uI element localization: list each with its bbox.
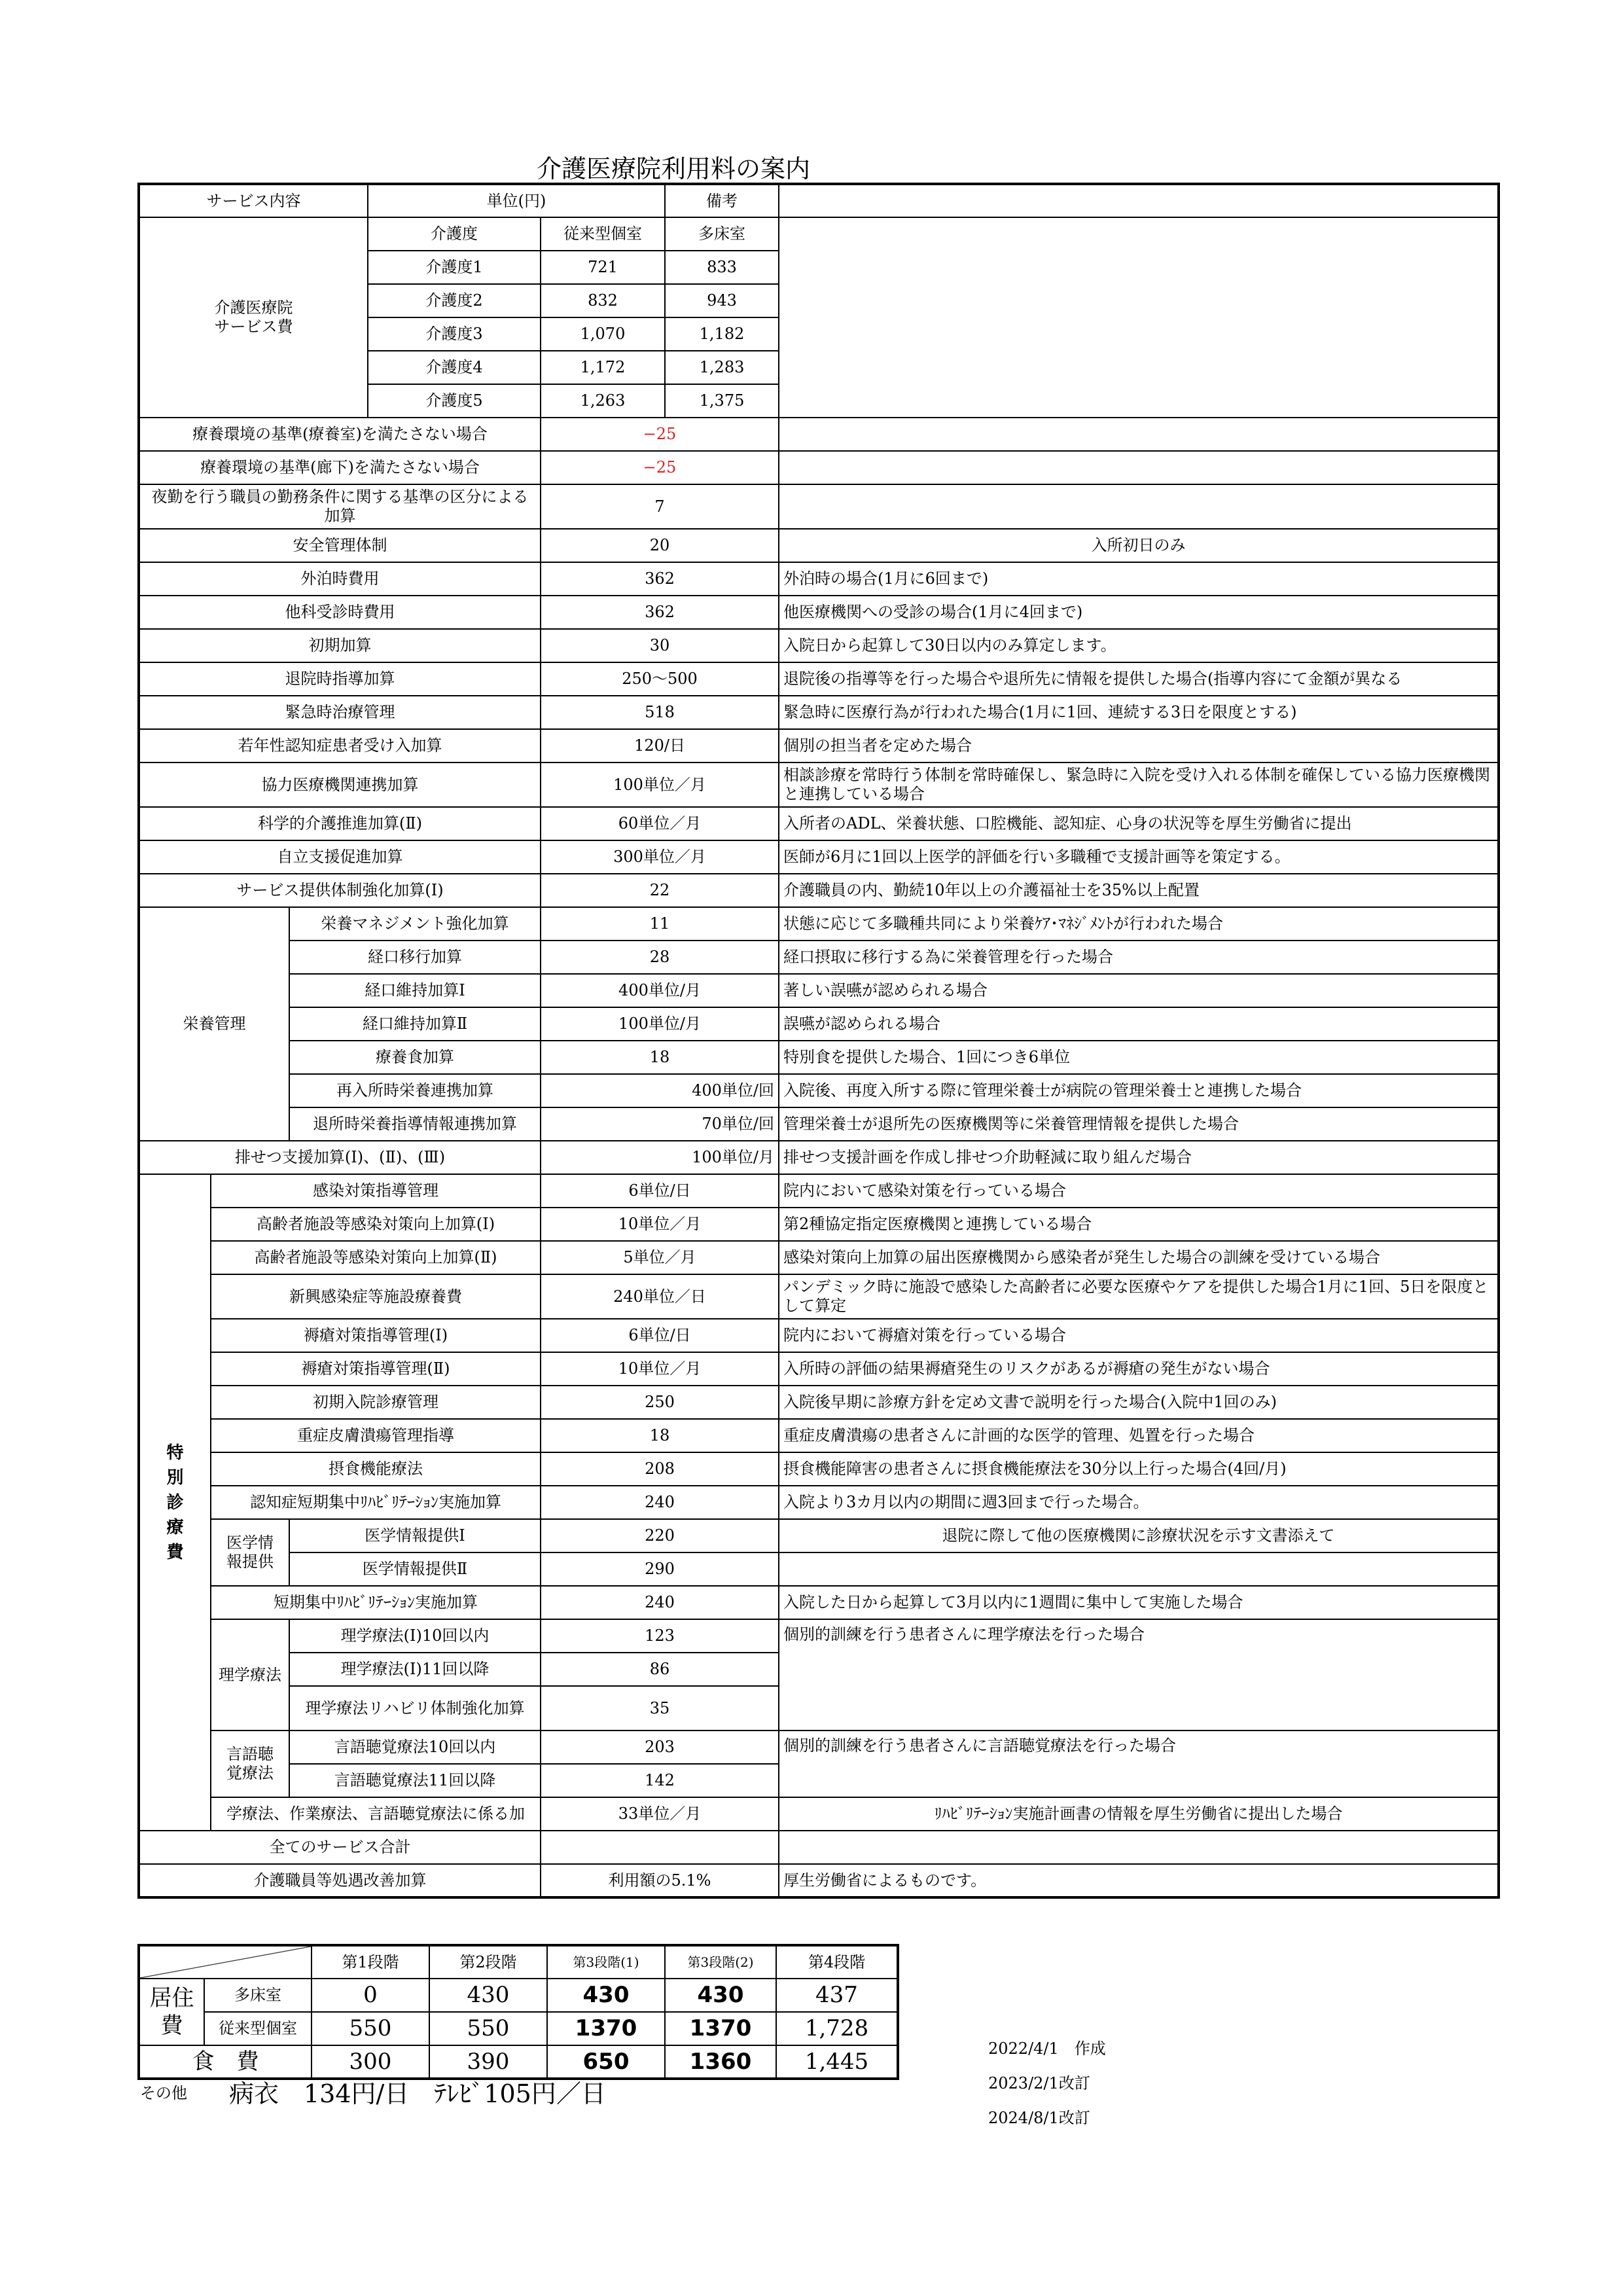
note-text: 誤嚥が認められる場合 [779, 1007, 1499, 1041]
fee-private: 1,263 [541, 384, 665, 418]
unit-value: 7 [541, 484, 779, 529]
service-name: 排せつ支援加算(Ⅰ)、(Ⅱ)、(Ⅲ) [139, 1141, 541, 1174]
care-level: 介護度4 [368, 351, 541, 384]
corner-cell [139, 1945, 312, 1979]
table-row [139, 1141, 1499, 1174]
service-name: 自立支援促進加算 [139, 840, 541, 874]
table-row [139, 217, 1499, 251]
unit-value: 290 [541, 1552, 779, 1586]
revision-date: 2023/2/1改訂 [988, 2074, 1090, 2092]
note-text [779, 1552, 1499, 1586]
unit-value: 35 [541, 1686, 779, 1731]
unit-value: 518 [541, 696, 779, 729]
table-row [139, 1041, 1499, 1074]
unit-value: 利用額の5.1% [541, 1864, 779, 1897]
unit-value: 70単位/回 [541, 1107, 779, 1141]
unit-value: 123 [541, 1619, 779, 1653]
unit-value: 100単位/月 [541, 1141, 779, 1174]
column-header: サービス内容 [139, 184, 368, 217]
service-name: 退院時指導加算 [139, 662, 541, 696]
table-row [139, 874, 1499, 907]
group-label: 言語聴覚療法 [211, 1731, 289, 1797]
service-name: 安全管理体制 [139, 529, 541, 562]
note-text: 入院日から起算して30日以内のみ算定します。 [779, 629, 1499, 662]
service-name: 若年性認知症患者受け入加算 [139, 729, 541, 762]
service-name: 学療法、作業療法、言語聴覚療法に係る加 [211, 1797, 541, 1831]
unit-value: 240 [541, 1586, 779, 1619]
care-level: 介護度3 [368, 317, 541, 351]
total-label: 全てのサービス合計 [139, 1831, 541, 1864]
table-row [139, 1519, 1499, 1552]
table-row [139, 1945, 898, 1979]
other-fees: 病衣 134円/日 ﾃﾚﾋﾞ105円／日 [229, 2079, 606, 2108]
unit-value: 250 [541, 1386, 779, 1419]
table-row [139, 2012, 898, 2045]
unit-value: 6単位/日 [541, 1319, 779, 1352]
table-row [139, 1386, 1499, 1419]
table-row [139, 1831, 1499, 1864]
note-text: 特別食を提供した場合、1回につき6単位 [779, 1041, 1499, 1074]
cost-value: 430 [547, 1979, 665, 2012]
cost-value: 430 [665, 1979, 776, 2012]
unit-value: 240 [541, 1486, 779, 1519]
group-label-special: 特別診療費 [139, 1174, 211, 1831]
cost-value: 1370 [665, 2012, 776, 2045]
note-text: 院内において褥瘡対策を行っている場合 [779, 1319, 1499, 1352]
fee-multi: 1,283 [665, 351, 779, 384]
table-row [139, 1352, 1499, 1386]
table-row [139, 1007, 1499, 1041]
service-name: 褥瘡対策指導管理(Ⅱ) [211, 1352, 541, 1386]
table-row [139, 662, 1499, 696]
note-text: 厚生労働省によるものです。 [779, 1864, 1499, 1897]
service-name: 感染対策指導管理 [211, 1174, 541, 1208]
fee-multi: 833 [665, 251, 779, 284]
stage-header: 第1段階 [312, 1945, 429, 1979]
meal-label: 食 費 [139, 2045, 312, 2079]
fee-private: 721 [541, 251, 665, 284]
table-row [139, 596, 1499, 629]
table-row [139, 418, 1499, 451]
table-row [139, 1979, 898, 2012]
fee-private: 1,070 [541, 317, 665, 351]
note-text: 個別的訓練を行う患者さんに理学療法を行った場合 [779, 1619, 1499, 1731]
service-name: 再入所時栄養連携加算 [289, 1074, 541, 1107]
service-name: 理学療法リハビリ体制強化加算 [289, 1686, 541, 1731]
unit-value: 120/日 [541, 729, 779, 762]
note-text: 個別的訓練を行う患者さんに言語聴覚療法を行った場合 [779, 1731, 1499, 1797]
table-row [139, 1552, 1499, 1586]
column-header: 備考 [665, 184, 779, 217]
unit-value: 208 [541, 1452, 779, 1486]
unit-value: 33単位／月 [541, 1797, 779, 1831]
meal-cost: 300 [312, 2045, 429, 2079]
note-text: 緊急時に医療行為が行われた場合(1月に1回、連続する3日を限度とする) [779, 696, 1499, 729]
fee-private: 832 [541, 284, 665, 317]
service-name: 理学療法(Ⅰ)10回以内 [289, 1619, 541, 1653]
service-name: 協力医療機関連携加算 [139, 762, 541, 807]
cost-value: 1370 [547, 2012, 665, 2045]
other-label: その他 [140, 2084, 187, 2102]
service-name: 高齢者施設等感染対策向上加算(Ⅰ) [211, 1208, 541, 1241]
unit-value: 362 [541, 596, 779, 629]
meal-cost: 1,445 [776, 2045, 898, 2079]
table-row [139, 184, 1499, 217]
unit-value: 240単位／日 [541, 1274, 779, 1319]
service-name: 高齢者施設等感染対策向上加算(Ⅱ) [211, 1241, 541, 1274]
table-row [139, 1208, 1499, 1241]
table-row [139, 1486, 1499, 1519]
fee-private: 1,172 [541, 351, 665, 384]
note-text: 入院後、再度入所する際に管理栄養士が病院の管理栄養士と連携した場合 [779, 1074, 1499, 1107]
table-row [139, 1319, 1499, 1352]
column-header: 従来型個室 [541, 217, 665, 251]
cost-value: 430 [429, 1979, 547, 2012]
note-text: 重症皮膚潰瘍の患者さんに計画的な医学的管理、処置を行った場合 [779, 1419, 1499, 1452]
unit-value: 10単位／月 [541, 1352, 779, 1386]
note-text: パンデミック時に施設で感染した高齢者に必要な医療やケアを提供した場合1月に1回、5日を限度として算定 [779, 1274, 1499, 1319]
service-name: 療養環境の基準(廊下)を満たさない場合 [139, 451, 541, 484]
table-row [139, 762, 1499, 807]
table-row [139, 840, 1499, 874]
table-row [139, 1797, 1499, 1831]
note-text: 相談診療を常時行う体制を常時確保し、緊急時に入院を受け入れる体制を確保している協力医療機関と連携している場合 [779, 762, 1499, 807]
unit-value: −25 [541, 418, 779, 451]
note-text: 状態に応じて多職種共同により栄養ｹｱ･ﾏﾈｼﾞﾒﾝﾄが行われた場合 [779, 907, 1499, 941]
service-name: 医学情報提供Ⅱ [289, 1552, 541, 1586]
note-text: 排せつ支援計画を作成し排せつ介助軽減に取り組んだ場合 [779, 1141, 1499, 1174]
table-row [139, 629, 1499, 662]
note-text: 第2種協定指定医療機関と連携している場合 [779, 1208, 1499, 1241]
revision-date: 2024/8/1改訂 [988, 2109, 1090, 2127]
service-name: 褥瘡対策指導管理(Ⅰ) [211, 1319, 541, 1352]
unit-value: 5単位／月 [541, 1241, 779, 1274]
cost-value: 1,728 [776, 2012, 898, 2045]
unit-value: 362 [541, 562, 779, 596]
care-level: 介護度1 [368, 251, 541, 284]
unit-value: 28 [541, 941, 779, 974]
note-text: 入院後早期に診療方針を定め文書で説明を行った場合(入院中1回のみ) [779, 1386, 1499, 1419]
note-text [779, 451, 1499, 484]
unit-value: 10単位／月 [541, 1208, 779, 1241]
unit-value: 400単位/月 [541, 974, 779, 1007]
column-header: 単位(円) [368, 184, 665, 217]
meal-cost: 390 [429, 2045, 547, 2079]
table-row [139, 484, 1499, 529]
residence-label: 居住費 [139, 1979, 204, 2045]
cost-value: 550 [429, 2012, 547, 2045]
table-row [139, 451, 1499, 484]
service-name: 医学情報提供Ⅰ [289, 1519, 541, 1552]
stage-header: 第4段階 [776, 1945, 898, 1979]
group-label: 医学情報提供 [211, 1519, 289, 1586]
table-row [139, 562, 1499, 596]
service-name: 経口移行加算 [289, 941, 541, 974]
care-level: 介護度2 [368, 284, 541, 317]
note-text: 管理栄養士が退所先の医療機関等に栄養管理情報を提供した場合 [779, 1107, 1499, 1141]
service-name: 経口維持加算Ⅰ [289, 974, 541, 1007]
table-row [139, 529, 1499, 562]
service-name: サービス提供体制強化加算(Ⅰ) [139, 874, 541, 907]
care-level: 介護度5 [368, 384, 541, 418]
table-row [139, 1452, 1499, 1486]
unit-value: 6単位/日 [541, 1174, 779, 1208]
column-header: 介護度 [368, 217, 541, 251]
unit-value: 22 [541, 874, 779, 907]
fee-multi: 943 [665, 284, 779, 317]
service-name: 外泊時費用 [139, 562, 541, 596]
service-name: 栄養マネジメント強化加算 [289, 907, 541, 941]
service-name: 認知症短期集中ﾘﾊﾋﾞﾘﾃｰｼｮﾝ実施加算 [211, 1486, 541, 1519]
service-name: 療養環境の基準(療養室)を満たさない場合 [139, 418, 541, 451]
service-name: 言語聴覚療法11回以降 [289, 1764, 541, 1797]
note-text: 他医療機関への受診の場合(1月に4回まで) [779, 596, 1499, 629]
note-text: 医師が6月に1回以上医学的評価を行い多職種で支援計画等を策定する。 [779, 840, 1499, 874]
service-name: 摂食機能療法 [211, 1452, 541, 1486]
table-row [139, 729, 1499, 762]
room-type: 多床室 [204, 1979, 312, 2012]
table-row [139, 1619, 1499, 1653]
service-name: 重症皮膚潰瘍管理指導 [211, 1419, 541, 1452]
service-name: 言語聴覚療法10回以内 [289, 1731, 541, 1764]
service-name: 夜勤を行う職員の勤務条件に関する基準の区分による加算 [139, 484, 541, 529]
revision-date: 2022/4/1 作成 [988, 2039, 1106, 2058]
service-name: 退所時栄養指導情報連携加算 [289, 1107, 541, 1141]
table-row [139, 1419, 1499, 1452]
table-row [139, 807, 1499, 840]
service-name: 他科受診時費用 [139, 596, 541, 629]
resident-cost-table [137, 1944, 899, 2080]
notes-cell [779, 217, 1499, 418]
fee-multi: 1,182 [665, 317, 779, 351]
table-row [139, 974, 1499, 1007]
note-text: 著しい誤嚥が認められる場合 [779, 974, 1499, 1007]
unit-value: 18 [541, 1041, 779, 1074]
service-fee-label: 介護医療院 サービス費 [139, 217, 368, 418]
service-name: 科学的介護推進加算(Ⅱ) [139, 807, 541, 840]
note-text: 感染対策向上加算の届出医療機関から感染者が発生した場合の訓練を受けている場合 [779, 1241, 1499, 1274]
unit-value: 203 [541, 1731, 779, 1764]
unit-value: 220 [541, 1519, 779, 1552]
service-name: 初期入院診療管理 [211, 1386, 541, 1419]
note-text: 個別の担当者を定めた場合 [779, 729, 1499, 762]
fee-table [137, 183, 1500, 1899]
note-text: 院内において感染対策を行っている場合 [779, 1174, 1499, 1208]
group-label: 理学療法 [211, 1619, 289, 1731]
service-name: 経口維持加算Ⅱ [289, 1007, 541, 1041]
stage-header: 第2段階 [429, 1945, 547, 1979]
group-label: 栄養管理 [139, 907, 289, 1141]
unit-value: 400単位/回 [541, 1074, 779, 1107]
stage-header: 第3段階(2) [665, 1945, 776, 1979]
table-row [139, 1241, 1499, 1274]
table-row [139, 1074, 1499, 1107]
table-row [139, 1107, 1499, 1141]
cost-value: 0 [312, 1979, 429, 2012]
note-text [779, 1831, 1499, 1864]
note-text: 介護職員の内、勤続10年以上の介護福祉士を35%以上配置 [779, 874, 1499, 907]
note-text: 摂食機能障害の患者さんに摂食機能療法を30分以上行った場合(4回/月) [779, 1452, 1499, 1486]
page-title: 介護医療院利用料の案内 [537, 154, 811, 183]
unit-value: 30 [541, 629, 779, 662]
room-type: 従来型個室 [204, 2012, 312, 2045]
note-text: 入所者のADL、栄養状態、口腔機能、認知症、心身の状況等を厚生労働省に提出 [779, 807, 1499, 840]
note-text: 入院した日から起算して3月以内に1週間に集中して実施した場合 [779, 1586, 1499, 1619]
service-name: 新興感染症等施設療養費 [211, 1274, 541, 1319]
note-text: 退院後の指導等を行った場合や退所先に情報を提供した場合(指導内容にて金額が異なる [779, 662, 1499, 696]
table-row [139, 1174, 1499, 1208]
column-header: 多床室 [665, 217, 779, 251]
unit-value: 250〜500 [541, 662, 779, 696]
note-text: ﾘﾊﾋﾞﾘﾃｰｼｮﾝ実施計画書の情報を厚生労働省に提出した場合 [779, 1797, 1499, 1831]
table-row [139, 941, 1499, 974]
unit-value: 100単位/月 [541, 1007, 779, 1041]
cost-value: 550 [312, 2012, 429, 2045]
stage-header: 第3段階(1) [547, 1945, 665, 1979]
note-text: 入所初日のみ [779, 529, 1499, 562]
note-text [779, 484, 1499, 529]
table-row [139, 1864, 1499, 1897]
unit-value: 142 [541, 1764, 779, 1797]
cost-value: 437 [776, 1979, 898, 2012]
unit-value: −25 [541, 451, 779, 484]
unit-value: 300単位／月 [541, 840, 779, 874]
service-name: 緊急時治療管理 [139, 696, 541, 729]
service-name: 介護職員等処遇改善加算 [139, 1864, 541, 1897]
table-row [139, 907, 1499, 941]
meal-cost: 650 [547, 2045, 665, 2079]
note-text: 経口摂取に移行する為に栄養管理を行った場合 [779, 941, 1499, 974]
fee-multi: 1,375 [665, 384, 779, 418]
unit-value: 60単位／月 [541, 807, 779, 840]
table-row [139, 1586, 1499, 1619]
unit-value: 100単位／月 [541, 762, 779, 807]
note-text: 入院より3カ月以内の期間に週3回まで行った場合。 [779, 1486, 1499, 1519]
note-text [779, 418, 1499, 451]
table-row [139, 1731, 1499, 1764]
unit-value: 86 [541, 1653, 779, 1686]
meal-cost: 1360 [665, 2045, 776, 2079]
unit-value: 11 [541, 907, 779, 941]
service-name: 初期加算 [139, 629, 541, 662]
service-name: 療養食加算 [289, 1041, 541, 1074]
service-name: 理学療法(Ⅰ)11回以降 [289, 1653, 541, 1686]
note-text: 退院に際して他の医療機関に診療状況を示す文書添えて [779, 1519, 1499, 1552]
note-text: 外泊時の場合(1月に6回まで) [779, 562, 1499, 596]
table-row [139, 1274, 1499, 1319]
service-name: 短期集中ﾘﾊﾋﾞﾘﾃｰｼｮﾝ実施加算 [211, 1586, 541, 1619]
table-row [139, 696, 1499, 729]
note-text: 入所時の評価の結果褥瘡発生のリスクがあるが褥瘡の発生がない場合 [779, 1352, 1499, 1386]
unit-value: 20 [541, 529, 779, 562]
unit-value: 18 [541, 1419, 779, 1452]
total-value [541, 1831, 779, 1864]
